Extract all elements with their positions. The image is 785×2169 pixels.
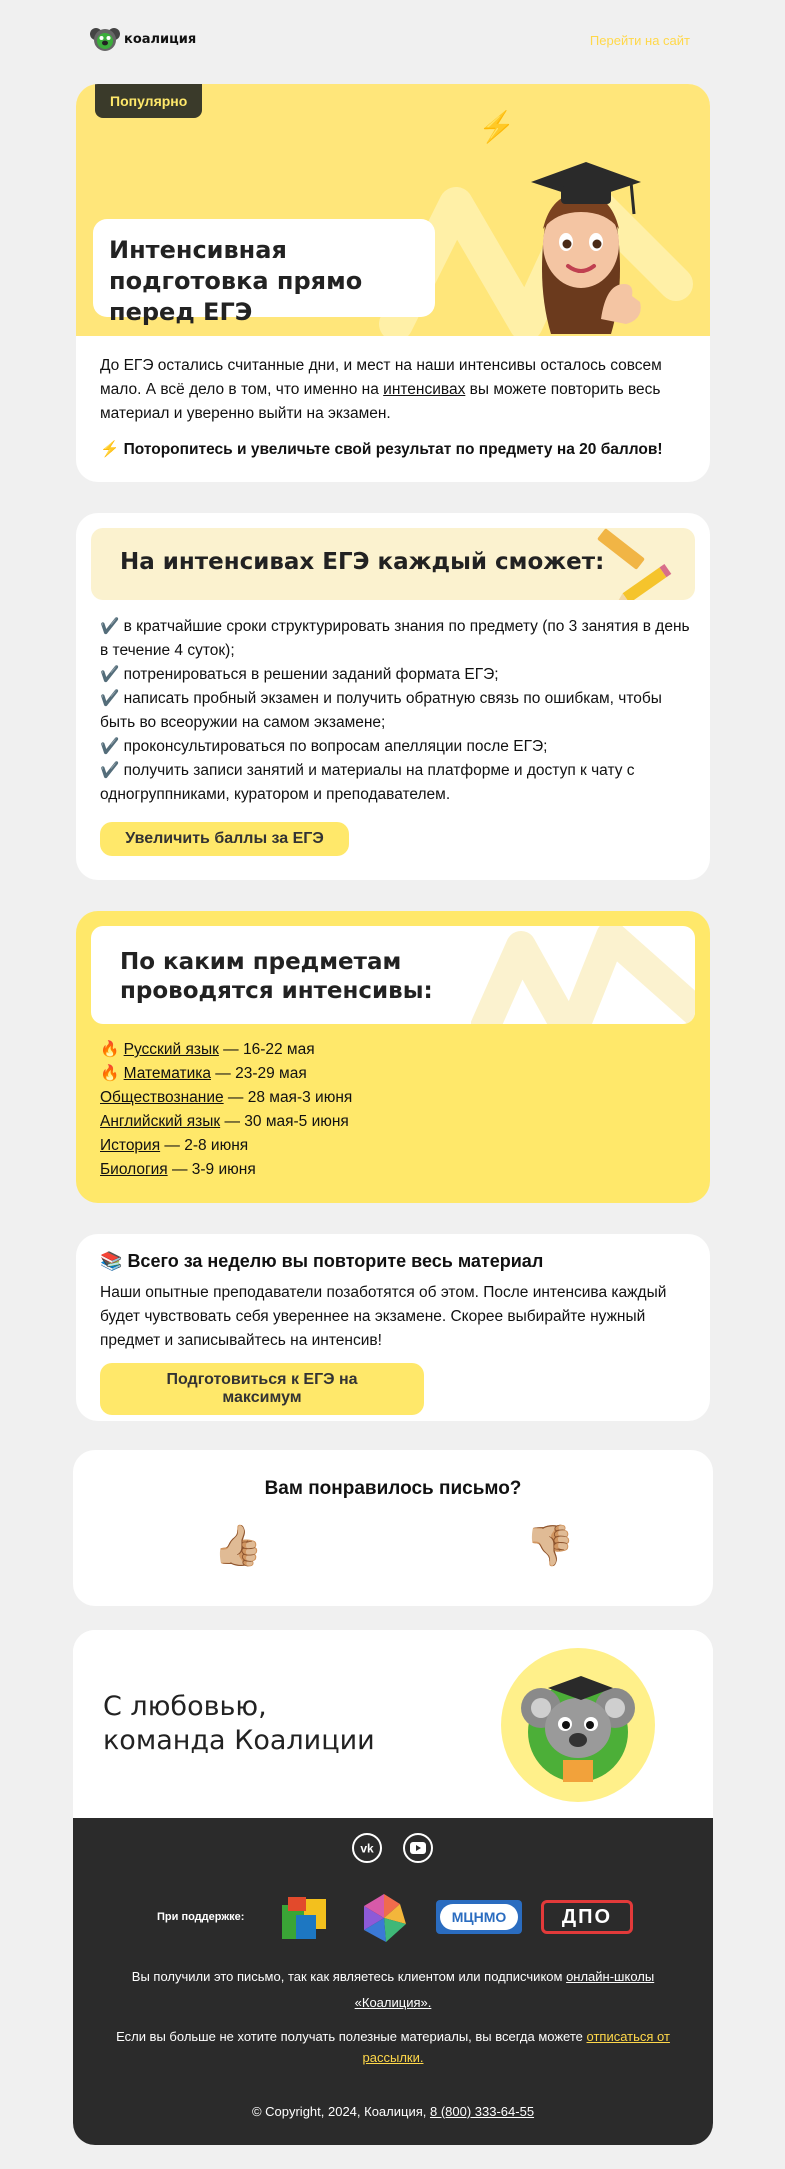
week-title: 📚 Всего за неделю вы повторите весь материал	[100, 1251, 544, 1271]
dislike-button[interactable]: 👎🏼	[525, 1524, 575, 1568]
koala-logo-icon[interactable]	[90, 24, 120, 54]
books-icon: 📚	[100, 1251, 123, 1271]
list-item: ✔️ написать пробный экзамен и получить обратную связь по ошибкам, чтобы быть во всеоружии на самом экзамене;	[100, 690, 662, 731]
go-to-site-link[interactable]: Перейти на сайт	[589, 33, 690, 48]
signature-block	[73, 1630, 713, 1818]
koala-mascot-illustration	[501, 1648, 655, 1802]
abilities-title: На интенсивах ЕГЭ каждый сможет:	[120, 549, 605, 575]
fire-icon: 🔥	[100, 1041, 120, 1058]
svg-text:vk: vk	[360, 1841, 374, 1856]
popular-badge: Популярно	[95, 84, 202, 118]
hero-title: Интенсивная подготовка прямо перед ЕГЭ	[109, 236, 363, 326]
signature-footer-card	[73, 1630, 713, 2145]
subject-link-math[interactable]: Математика	[123, 1065, 211, 1082]
hero-banner	[76, 84, 710, 336]
list-item: ✔️ получить записи занятий и материалы на платформе и доступ к чату с одногруппниками, куратором и преподавателем.	[100, 762, 635, 803]
list-item: Обществознание — 28 мая-3 июня	[100, 1089, 353, 1106]
hero-intro-text1: До ЕГЭ остались считанные дни, и мест на наши интенсивы осталось совсем мало. А всё дело в том, что именно на	[100, 357, 662, 398]
feedback-card	[73, 1450, 713, 1606]
hero-intro-text2: вы можете повторить весь материал и уверенно выйти на экзамен.	[100, 381, 661, 422]
subject-link-english[interactable]: Английский язык	[100, 1113, 221, 1130]
check-icon: ✔️	[100, 618, 120, 635]
hero-cta-text: Поторопитесь и увеличьте свой результат по предмету на 20 баллов!	[123, 441, 663, 458]
signature-text: С любовью, команда Коалиции	[103, 1691, 375, 1756]
subjects-card	[76, 911, 710, 1203]
hero-card	[76, 84, 710, 482]
check-icon: ✔️	[100, 690, 120, 707]
unsubscribe-link[interactable]: отписаться от рассылки.	[362, 2029, 670, 2065]
list-item: ✔️ проконсультироваться по вопросам апелляции после ЕГЭ;	[100, 738, 548, 755]
subjects-title: По каким предметам проводятся интенсивы:	[120, 949, 433, 1004]
feedback-question: Вам понравилось письмо?	[264, 1478, 522, 1499]
ruler-pencil-icon	[586, 528, 676, 600]
list-item: 🔥 Математика — 23-29 мая	[100, 1065, 307, 1082]
support-label: При поддержке:	[157, 1911, 245, 1923]
header	[90, 22, 700, 62]
abilities-card	[76, 513, 710, 880]
intensives-link[interactable]: интенсивах	[383, 381, 466, 398]
student-avatar-illustration	[516, 134, 646, 334]
phone-link[interactable]: 8 (800) 333-64-55	[429, 2104, 535, 2119]
prepare-max-button[interactable]: Подготовиться к ЕГЭ на максимум	[100, 1363, 424, 1415]
copyright: © Copyright, 2024, Коалиция, 8 (800) 333-64-55	[251, 2104, 535, 2119]
subject-link-history[interactable]: История	[100, 1137, 161, 1154]
hero-title-box	[93, 219, 435, 326]
list-item: 🔥 Русский язык — 16-22 мая	[100, 1041, 315, 1058]
school-link[interactable]: онлайн-школы «Коалиция».	[354, 1969, 655, 2010]
footer	[73, 1818, 713, 2145]
youtube-icon[interactable]	[403, 1833, 433, 1863]
hero-cta	[100, 438, 700, 462]
list-item: Английский язык — 30 мая-5 июня	[100, 1113, 349, 1130]
subjects-title-box	[91, 926, 695, 1024]
list-item: ✔️ в кратчайшие сроки структурировать знания по предмету (по 3 занятия в день в течение 4 суток);	[100, 618, 690, 659]
subjects-list	[100, 1038, 690, 1182]
check-icon: ✔️	[100, 666, 120, 683]
increase-scores-button[interactable]: Увеличить баллы за ЕГЭ	[100, 822, 349, 856]
list-item: История — 2-8 июня	[100, 1137, 249, 1154]
like-button[interactable]: 👍🏼	[213, 1524, 263, 1568]
subscription-notice: Вы получили это письмо, так как являетесь клиентом или подписчиком онлайн-школы «Коалиция».	[131, 1969, 655, 2010]
subject-link-social[interactable]: Обществознание	[100, 1089, 224, 1106]
subject-link-russian[interactable]: Русский язык	[123, 1041, 219, 1058]
partner-logo-dpo: ДПО	[541, 1900, 633, 1934]
unsubscribe-notice: Если вы больше не хотите получать полезные материалы, вы всегда можете отписаться от рассылки.	[116, 2029, 670, 2065]
logo-text: коалиция	[124, 32, 197, 47]
partner-logo-star	[356, 1890, 412, 1946]
week-card	[76, 1234, 710, 1421]
check-icon: ✔️	[100, 762, 120, 779]
partner-logo-mcnmo: МЦНМО	[436, 1900, 522, 1934]
partner-logo-cube	[278, 1893, 334, 1945]
list-item: ✔️ потренироваться в решении заданий формата ЕГЭ;	[100, 666, 499, 683]
week-text: Наши опытные преподаватели позаботятся об этом. После интенсива каждый будет чувствовать себя увереннее на экзамене. Скорее выбирайте нужный предмет и записывайтесь на интенсив!	[100, 1284, 667, 1349]
lightning-icon: ⚡	[478, 111, 516, 144]
fire-icon: 🔥	[100, 1065, 120, 1082]
list-item: Биология — 3-9 июня	[100, 1161, 256, 1178]
abilities-list	[100, 615, 690, 807]
decorative-zigzag	[471, 926, 695, 1024]
lightning-emoji-icon: ⚡	[100, 441, 120, 458]
abilities-title-box	[91, 528, 695, 600]
check-icon: ✔️	[100, 738, 120, 755]
hero-intro	[100, 354, 690, 426]
subject-link-biology[interactable]: Биология	[100, 1161, 168, 1178]
vk-icon[interactable]	[352, 1833, 382, 1863]
